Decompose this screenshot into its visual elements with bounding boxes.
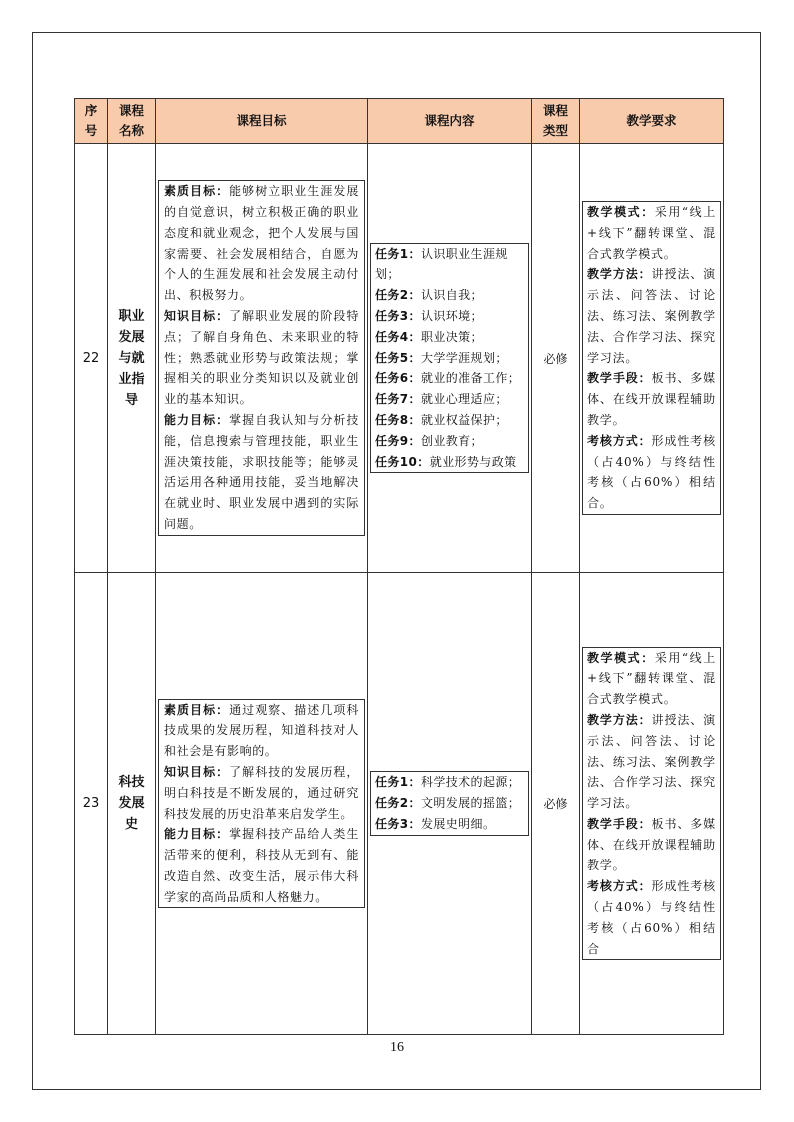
table-header-row: [75, 99, 724, 144]
requirement-means: 教学手段：板书、多媒体、在线开放课程辅助教学。: [587, 816, 716, 873]
header-content: 课程内容: [368, 99, 532, 144]
course-type: 必修: [532, 144, 580, 573]
task-item: 任务9：创业教育；: [375, 433, 483, 448]
requirement-means: 教学手段：板书、多媒体、在线开放课程辅助教学。: [587, 371, 716, 427]
teaching-requirement-cell: [580, 144, 724, 573]
row-index: 22: [75, 144, 108, 573]
goal-knowledge: 知识目标：了解科技的发展历程，明白科技是不断发展的，通过研究科技发展的历史沿革来启发学生。: [164, 764, 359, 821]
task-item: 任务5：大学学涯规划；: [375, 350, 508, 365]
header-requirement: 教学要求: [580, 99, 724, 144]
teaching-requirement-cell: [580, 573, 724, 1035]
task-item: 任务7：就业心理适应；: [375, 392, 508, 407]
course-goal-cell: [156, 144, 368, 573]
course-content: [371, 244, 528, 473]
course-type: 必修: [532, 573, 580, 1035]
teaching-requirement: [583, 648, 720, 960]
task-item: 任务3：发展史明细。: [375, 816, 496, 831]
table-row: [75, 573, 724, 1035]
requirement-method: 教学方法：讲授法、演示法、问答法、讨论法、练习法、案例教学法、合作学习法、探究学习法。: [587, 267, 716, 365]
task-item: 任务4：职业决策；: [375, 329, 483, 344]
goal-knowledge: 知识目标：了解职业发展的阶段特点；了解自身角色、未来职业的特性；熟悉就业形势与政策法规；掌握相关的职业分类知识以及就业创业的基本知识。: [164, 309, 359, 407]
goal-ability: 能力目标：掌握自我认知与分析技能，信息搜索与管理技能，职业生涯决策技能，求职技能等；能够灵活运用各种通用技能，妥当地解决在就业时、职业发展中遇到的实际问题。: [164, 412, 359, 531]
course-name: 职业发展与就业指导: [108, 144, 156, 573]
course-content-cell: [368, 144, 532, 573]
goal-quality: 素质目标：能够树立职业生涯发展的自觉意识，树立积极正确的职业态度和就业观念，把个人发展与国家需要、社会发展相结合，自愿为个人的生涯发展和社会发展主动付出、积极努力。: [164, 184, 359, 303]
requirement-assessment: 考核方式：形成性考核（占40%）与终结性考核（占60%）相结合: [587, 879, 716, 956]
header-type: 课程类型: [532, 99, 580, 144]
course-content-cell: [368, 573, 532, 1035]
page-number: 16: [390, 1040, 404, 1055]
task-item: 任务3：认识环境；: [375, 309, 483, 323]
teaching-requirement: [583, 202, 720, 514]
task-item: 任务8：就业权益保护；: [375, 412, 508, 427]
course-goal: [159, 700, 364, 908]
task-item: 任务2：认识自我；: [375, 288, 483, 303]
task-item: 任务1：认识职业生涯规划；: [375, 246, 508, 282]
course-table: [74, 98, 724, 1035]
requirement-mode: 教学模式：采用“线上+线下”翻转课堂、混合式教学模式。: [587, 650, 716, 707]
requirement-mode: 教学模式：采用“线上+线下”翻转课堂、混合式教学模式。: [587, 205, 716, 261]
header-goal: 课程目标: [156, 99, 368, 144]
course-goal-cell: [156, 573, 368, 1035]
course-goal: [159, 181, 364, 535]
table-row: [75, 144, 724, 573]
course-name: 科技发展史: [108, 573, 156, 1035]
task-item: 任务10：就业形势与政策: [375, 454, 517, 469]
requirement-method: 教学方法：讲授法、演示法、问答法、讨论法、练习法、案例教学法、合作学习法、探究学习法。: [587, 712, 716, 811]
task-item: 任务2：文明发展的摇篮；: [375, 796, 521, 811]
row-index: 23: [75, 573, 108, 1035]
task-item: 任务1：科学技术的起源；: [375, 775, 521, 790]
header-name: 课程名称: [108, 99, 156, 144]
course-content: [371, 772, 528, 834]
task-item: 任务6：就业的准备工作；: [375, 371, 521, 386]
goal-quality: 素质目标：通过观察、描述几项科技成果的发展历程，知道科技对人和社会是有影响的。: [164, 702, 359, 759]
requirement-assessment: 考核方式：形成性考核（占40%）与终结性考核（占60%）相结合。: [587, 433, 716, 511]
header-index: 序号: [75, 99, 108, 144]
goal-ability: 能力目标：掌握科技产品给人类生活带来的便利，科技从无到有、能改造自然、改变生活，展示伟大科学家的高尚品质和人格魅力。: [164, 827, 359, 904]
